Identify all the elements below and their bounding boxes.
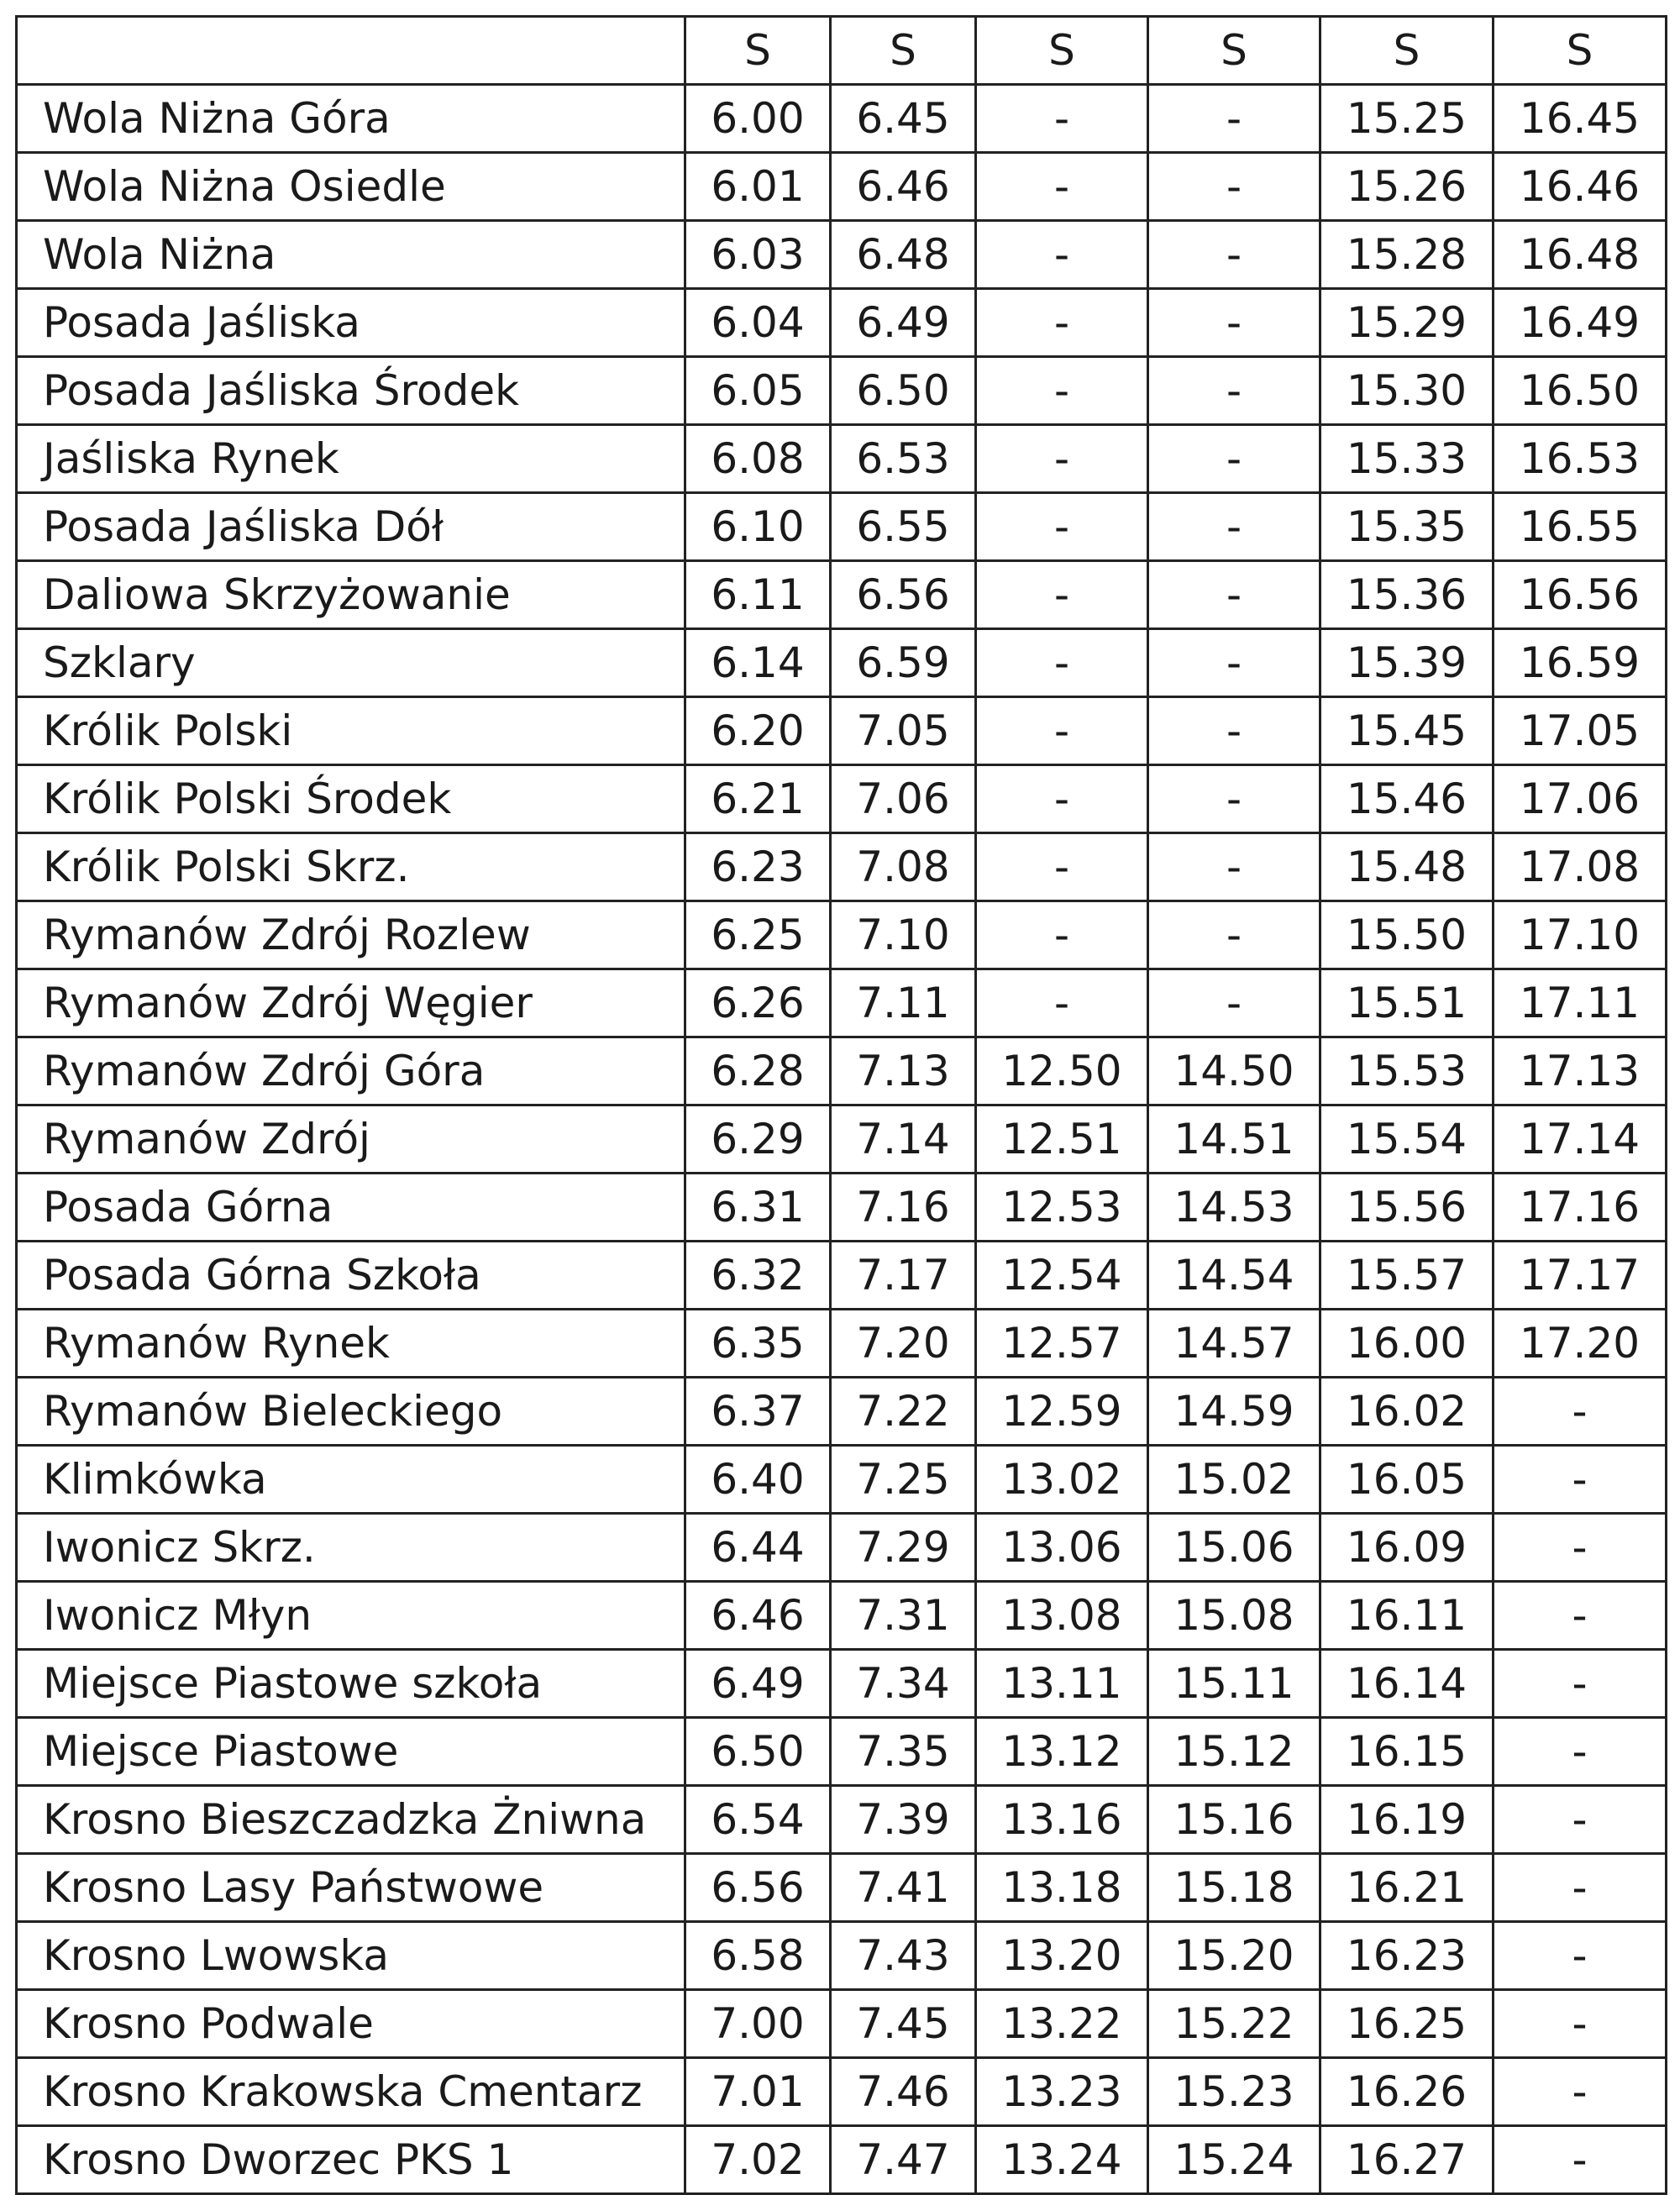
stop-name-cell: Szklary <box>17 629 685 697</box>
stop-name-cell: Krosno Podwale <box>17 1990 685 2058</box>
table-row <box>17 2058 1667 2126</box>
departure-time-cell: 7.45 <box>831 1990 976 2058</box>
table-row <box>17 1446 1667 1514</box>
departure-time-cell: 13.16 <box>976 1786 1148 1854</box>
departure-time-cell: 17.14 <box>1494 1105 1667 1174</box>
table-row <box>17 901 1667 969</box>
departure-time-cell: 7.00 <box>685 1990 831 2058</box>
departure-time-cell: - <box>976 629 1148 697</box>
bus-timetable <box>15 15 1667 2195</box>
departure-time-cell: 14.54 <box>1148 1242 1320 1310</box>
departure-time-cell: 17.16 <box>1494 1174 1667 1242</box>
departure-time-cell: 6.50 <box>685 1718 831 1786</box>
departure-time-cell: 7.41 <box>831 1854 976 1922</box>
table-row <box>17 153 1667 221</box>
departure-time-cell: 7.47 <box>831 2126 976 2194</box>
departure-time-cell: - <box>976 765 1148 833</box>
departure-time-cell: 7.29 <box>831 1514 976 1582</box>
stop-name-cell: Daliowa Skrzyżowanie <box>17 561 685 629</box>
stop-name-cell: Krosno Krakowska Cmentarz <box>17 2058 685 2126</box>
table-row <box>17 357 1667 425</box>
departure-time-cell: 7.35 <box>831 1718 976 1786</box>
departure-time-cell: 15.23 <box>1148 2058 1320 2126</box>
departure-time-cell: 15.53 <box>1320 1037 1494 1105</box>
stop-name-cell: Krosno Lasy Państwowe <box>17 1854 685 1922</box>
departure-time-cell: 15.16 <box>1148 1786 1320 1854</box>
departure-time-cell: 6.49 <box>685 1650 831 1718</box>
departure-time-cell: 7.10 <box>831 901 976 969</box>
departure-time-cell: 6.14 <box>685 629 831 697</box>
departure-time-cell: 16.25 <box>1320 1990 1494 2058</box>
departure-time-cell: 16.56 <box>1494 561 1667 629</box>
stop-name-cell: Królik Polski Środek <box>17 765 685 833</box>
header-row <box>17 17 1667 85</box>
departure-time-cell: - <box>1148 85 1320 153</box>
departure-time-cell: 6.56 <box>831 561 976 629</box>
departure-time-cell: 7.05 <box>831 697 976 765</box>
departure-time-cell: 6.31 <box>685 1174 831 1242</box>
departure-time-cell: 15.20 <box>1148 1922 1320 1990</box>
departure-time-cell: 13.24 <box>976 2126 1148 2194</box>
departure-time-cell: 6.23 <box>685 833 831 901</box>
stop-name-cell: Iwonicz Młyn <box>17 1582 685 1650</box>
table-row <box>17 221 1667 289</box>
departure-time-cell: 12.50 <box>976 1037 1148 1105</box>
table-row <box>17 833 1667 901</box>
departure-time-cell: 6.05 <box>685 357 831 425</box>
departure-time-cell: - <box>976 221 1148 289</box>
departure-time-cell: 15.06 <box>1148 1514 1320 1582</box>
stop-name-cell: Rymanów Zdrój Węgier <box>17 969 685 1037</box>
departure-time-cell: 16.19 <box>1320 1786 1494 1854</box>
departure-time-cell: 13.08 <box>976 1582 1148 1650</box>
departure-time-cell: 15.30 <box>1320 357 1494 425</box>
departure-time-cell: 6.50 <box>831 357 976 425</box>
table-row <box>17 1582 1667 1650</box>
departure-time-cell: - <box>1494 2126 1667 2194</box>
run-header: S <box>1148 17 1320 85</box>
departure-time-cell: - <box>1148 425 1320 493</box>
departure-time-cell: 15.25 <box>1320 85 1494 153</box>
table-row <box>17 1650 1667 1718</box>
departure-time-cell: 13.02 <box>976 1446 1148 1514</box>
departure-time-cell: 6.58 <box>685 1922 831 1990</box>
departure-time-cell: 17.08 <box>1494 833 1667 901</box>
table-row <box>17 1378 1667 1446</box>
departure-time-cell: 6.37 <box>685 1378 831 1446</box>
stop-column-header <box>17 17 685 85</box>
departure-time-cell: 15.46 <box>1320 765 1494 833</box>
departure-time-cell: 6.26 <box>685 969 831 1037</box>
departure-time-cell: 6.59 <box>831 629 976 697</box>
stop-name-cell: Posada Górna <box>17 1174 685 1242</box>
departure-time-cell: 15.35 <box>1320 493 1494 561</box>
departure-time-cell: - <box>976 425 1148 493</box>
stop-name-cell: Posada Jaśliska Dół <box>17 493 685 561</box>
departure-time-cell: 7.22 <box>831 1378 976 1446</box>
departure-time-cell: - <box>1148 901 1320 969</box>
table-row <box>17 425 1667 493</box>
departure-time-cell: 16.55 <box>1494 493 1667 561</box>
departure-time-cell: 15.54 <box>1320 1105 1494 1174</box>
stop-name-cell: Rymanów Zdrój Góra <box>17 1037 685 1105</box>
stop-name-cell: Posada Górna Szkoła <box>17 1242 685 1310</box>
table-row <box>17 1310 1667 1378</box>
departure-time-cell: 16.59 <box>1494 629 1667 697</box>
departure-time-cell: 6.29 <box>685 1105 831 1174</box>
departure-time-cell: 6.56 <box>685 1854 831 1922</box>
departure-time-cell: 12.51 <box>976 1105 1148 1174</box>
departure-time-cell: 6.32 <box>685 1242 831 1310</box>
departure-time-cell: - <box>1148 153 1320 221</box>
departure-time-cell: 16.05 <box>1320 1446 1494 1514</box>
departure-time-cell: 6.25 <box>685 901 831 969</box>
departure-time-cell: 15.12 <box>1148 1718 1320 1786</box>
departure-time-cell: - <box>1494 1446 1667 1514</box>
departure-time-cell: - <box>976 901 1148 969</box>
departure-time-cell: 15.33 <box>1320 425 1494 493</box>
departure-time-cell: - <box>1494 1514 1667 1582</box>
departure-time-cell: - <box>1494 1922 1667 1990</box>
departure-time-cell: 15.48 <box>1320 833 1494 901</box>
table-row <box>17 1105 1667 1174</box>
departure-time-cell: 15.28 <box>1320 221 1494 289</box>
stop-name-cell: Krosno Lwowska <box>17 1922 685 1990</box>
stop-name-cell: Posada Jaśliska <box>17 289 685 357</box>
departure-time-cell: 7.14 <box>831 1105 976 1174</box>
departure-time-cell: 16.48 <box>1494 221 1667 289</box>
departure-time-cell: 6.48 <box>831 221 976 289</box>
stop-name-cell: Krosno Dworzec PKS 1 <box>17 2126 685 2194</box>
departure-time-cell: 17.20 <box>1494 1310 1667 1378</box>
departure-time-cell: 16.02 <box>1320 1378 1494 1446</box>
departure-time-cell: 15.29 <box>1320 289 1494 357</box>
departure-time-cell: 16.14 <box>1320 1650 1494 1718</box>
departure-time-cell: 15.36 <box>1320 561 1494 629</box>
departure-time-cell: - <box>1148 221 1320 289</box>
departure-time-cell: 16.50 <box>1494 357 1667 425</box>
stop-name-cell: Klimkówka <box>17 1446 685 1514</box>
departure-time-cell: 6.01 <box>685 153 831 221</box>
stop-name-cell: Wola Niżna Osiedle <box>17 153 685 221</box>
table-row <box>17 629 1667 697</box>
departure-time-cell: 16.49 <box>1494 289 1667 357</box>
departure-time-cell: 13.12 <box>976 1718 1148 1786</box>
departure-time-cell: 7.11 <box>831 969 976 1037</box>
departure-time-cell: 17.13 <box>1494 1037 1667 1105</box>
departure-time-cell: 7.16 <box>831 1174 976 1242</box>
stop-name-cell: Rymanów Zdrój <box>17 1105 685 1174</box>
departure-time-cell: 12.57 <box>976 1310 1148 1378</box>
departure-time-cell: 15.50 <box>1320 901 1494 969</box>
departure-time-cell: - <box>1148 629 1320 697</box>
departure-time-cell: 15.26 <box>1320 153 1494 221</box>
departure-time-cell: 17.05 <box>1494 697 1667 765</box>
departure-time-cell: 15.02 <box>1148 1446 1320 1514</box>
departure-time-cell: - <box>1148 493 1320 561</box>
departure-time-cell: - <box>1148 561 1320 629</box>
departure-time-cell: - <box>1494 2058 1667 2126</box>
departure-time-cell: 16.21 <box>1320 1854 1494 1922</box>
departure-time-cell: 7.02 <box>685 2126 831 2194</box>
departure-time-cell: 13.18 <box>976 1854 1148 1922</box>
departure-time-cell: 6.03 <box>685 221 831 289</box>
stop-name-cell: Miejsce Piastowe szkoła <box>17 1650 685 1718</box>
table-row <box>17 765 1667 833</box>
departure-time-cell: 15.56 <box>1320 1174 1494 1242</box>
departure-time-cell: 14.53 <box>1148 1174 1320 1242</box>
departure-time-cell: 7.06 <box>831 765 976 833</box>
departure-time-cell: - <box>1494 1990 1667 2058</box>
departure-time-cell: - <box>976 697 1148 765</box>
stop-name-cell: Jaśliska Rynek <box>17 425 685 493</box>
stop-name-cell: Posada Jaśliska Środek <box>17 357 685 425</box>
departure-time-cell: 7.39 <box>831 1786 976 1854</box>
departure-time-cell: 15.39 <box>1320 629 1494 697</box>
departure-time-cell: 16.23 <box>1320 1922 1494 1990</box>
departure-time-cell: 7.43 <box>831 1922 976 1990</box>
stop-name-cell: Krosno Bieszczadzka Żniwna <box>17 1786 685 1854</box>
departure-time-cell: - <box>1494 1854 1667 1922</box>
table-row <box>17 2126 1667 2194</box>
departure-time-cell: 6.21 <box>685 765 831 833</box>
departure-time-cell: - <box>1148 357 1320 425</box>
departure-time-cell: - <box>1494 1786 1667 1854</box>
departure-time-cell: 13.20 <box>976 1922 1148 1990</box>
stop-name-cell: Iwonicz Skrz. <box>17 1514 685 1582</box>
departure-time-cell: - <box>1494 1718 1667 1786</box>
departure-time-cell: - <box>976 561 1148 629</box>
table-row <box>17 697 1667 765</box>
table-row <box>17 1922 1667 1990</box>
departure-time-cell: 7.46 <box>831 2058 976 2126</box>
departure-time-cell: - <box>1148 765 1320 833</box>
table-row <box>17 85 1667 153</box>
departure-time-cell: 16.09 <box>1320 1514 1494 1582</box>
departure-time-cell: 14.50 <box>1148 1037 1320 1105</box>
run-header: S <box>1494 17 1667 85</box>
departure-time-cell: 7.08 <box>831 833 976 901</box>
run-header: S <box>976 17 1148 85</box>
departure-time-cell: - <box>1148 969 1320 1037</box>
departure-time-cell: 16.00 <box>1320 1310 1494 1378</box>
departure-time-cell: 6.20 <box>685 697 831 765</box>
stop-name-cell: Miejsce Piastowe <box>17 1718 685 1786</box>
departure-time-cell: - <box>976 493 1148 561</box>
departure-time-cell: 12.59 <box>976 1378 1148 1446</box>
departure-time-cell: 16.11 <box>1320 1582 1494 1650</box>
departure-time-cell: 6.04 <box>685 289 831 357</box>
departure-time-cell: 17.17 <box>1494 1242 1667 1310</box>
stop-name-cell: Wola Niżna <box>17 221 685 289</box>
table-row <box>17 969 1667 1037</box>
departure-time-cell: 14.51 <box>1148 1105 1320 1174</box>
departure-time-cell: 17.06 <box>1494 765 1667 833</box>
stop-name-cell: Rymanów Zdrój Rozlew <box>17 901 685 969</box>
departure-time-cell: 17.10 <box>1494 901 1667 969</box>
departure-time-cell: 13.11 <box>976 1650 1148 1718</box>
departure-time-cell: 6.11 <box>685 561 831 629</box>
departure-time-cell: - <box>1148 289 1320 357</box>
table-row <box>17 1718 1667 1786</box>
stop-name-cell: Rymanów Bieleckiego <box>17 1378 685 1446</box>
table-row <box>17 1854 1667 1922</box>
timetable-body <box>17 85 1667 2194</box>
table-row <box>17 493 1667 561</box>
departure-time-cell: 6.10 <box>685 493 831 561</box>
departure-time-cell: 6.28 <box>685 1037 831 1105</box>
departure-time-cell: - <box>1494 1582 1667 1650</box>
run-header: S <box>831 17 976 85</box>
departure-time-cell: - <box>976 289 1148 357</box>
table-row <box>17 1514 1667 1582</box>
departure-time-cell: 14.57 <box>1148 1310 1320 1378</box>
departure-time-cell: 16.27 <box>1320 2126 1494 2194</box>
departure-time-cell: 13.23 <box>976 2058 1148 2126</box>
table-row <box>17 1174 1667 1242</box>
departure-time-cell: 7.20 <box>831 1310 976 1378</box>
departure-time-cell: 16.45 <box>1494 85 1667 153</box>
stop-name-cell: Wola Niżna Góra <box>17 85 685 153</box>
departure-time-cell: 6.46 <box>831 153 976 221</box>
departure-time-cell: 7.31 <box>831 1582 976 1650</box>
departure-time-cell: 6.49 <box>831 289 976 357</box>
table-row <box>17 289 1667 357</box>
departure-time-cell: 6.46 <box>685 1582 831 1650</box>
departure-time-cell: 12.54 <box>976 1242 1148 1310</box>
departure-time-cell: - <box>976 85 1148 153</box>
table-row <box>17 1786 1667 1854</box>
departure-time-cell: - <box>1494 1378 1667 1446</box>
departure-time-cell: 6.00 <box>685 85 831 153</box>
stop-name-cell: Rymanów Rynek <box>17 1310 685 1378</box>
departure-time-cell: - <box>976 153 1148 221</box>
departure-time-cell: 7.25 <box>831 1446 976 1514</box>
departure-time-cell: 15.24 <box>1148 2126 1320 2194</box>
departure-time-cell: 15.08 <box>1148 1582 1320 1650</box>
departure-time-cell: 14.59 <box>1148 1378 1320 1446</box>
departure-time-cell: 13.22 <box>976 1990 1148 2058</box>
table-row <box>17 561 1667 629</box>
departure-time-cell: - <box>976 357 1148 425</box>
departure-time-cell: 16.53 <box>1494 425 1667 493</box>
departure-time-cell: 13.06 <box>976 1514 1148 1582</box>
departure-time-cell: 12.53 <box>976 1174 1148 1242</box>
departure-time-cell: 6.55 <box>831 493 976 561</box>
table-row <box>17 1037 1667 1105</box>
departure-time-cell: - <box>1148 833 1320 901</box>
stop-name-cell: Królik Polski Skrz. <box>17 833 685 901</box>
departure-time-cell: 15.18 <box>1148 1854 1320 1922</box>
departure-time-cell: - <box>1148 697 1320 765</box>
departure-time-cell: 16.26 <box>1320 2058 1494 2126</box>
departure-time-cell: 6.35 <box>685 1310 831 1378</box>
departure-time-cell: 16.46 <box>1494 153 1667 221</box>
departure-time-cell: 7.01 <box>685 2058 831 2126</box>
run-header: S <box>685 17 831 85</box>
stop-name-cell: Królik Polski <box>17 697 685 765</box>
departure-time-cell: 6.45 <box>831 85 976 153</box>
departure-time-cell: 6.53 <box>831 425 976 493</box>
departure-time-cell: 16.15 <box>1320 1718 1494 1786</box>
table-row <box>17 1242 1667 1310</box>
departure-time-cell: - <box>976 833 1148 901</box>
run-header: S <box>1320 17 1494 85</box>
departure-time-cell: 6.54 <box>685 1786 831 1854</box>
departure-time-cell: 7.34 <box>831 1650 976 1718</box>
departure-time-cell: 15.57 <box>1320 1242 1494 1310</box>
departure-time-cell: 6.40 <box>685 1446 831 1514</box>
departure-time-cell: 17.11 <box>1494 969 1667 1037</box>
departure-time-cell: - <box>976 969 1148 1037</box>
departure-time-cell: 7.13 <box>831 1037 976 1105</box>
departure-time-cell: 15.51 <box>1320 969 1494 1037</box>
departure-time-cell: 7.17 <box>831 1242 976 1310</box>
departure-time-cell: 15.22 <box>1148 1990 1320 2058</box>
departure-time-cell: 6.44 <box>685 1514 831 1582</box>
departure-time-cell: - <box>1494 1650 1667 1718</box>
table-row <box>17 1990 1667 2058</box>
departure-time-cell: 15.11 <box>1148 1650 1320 1718</box>
departure-time-cell: 6.08 <box>685 425 831 493</box>
departure-time-cell: 15.45 <box>1320 697 1494 765</box>
